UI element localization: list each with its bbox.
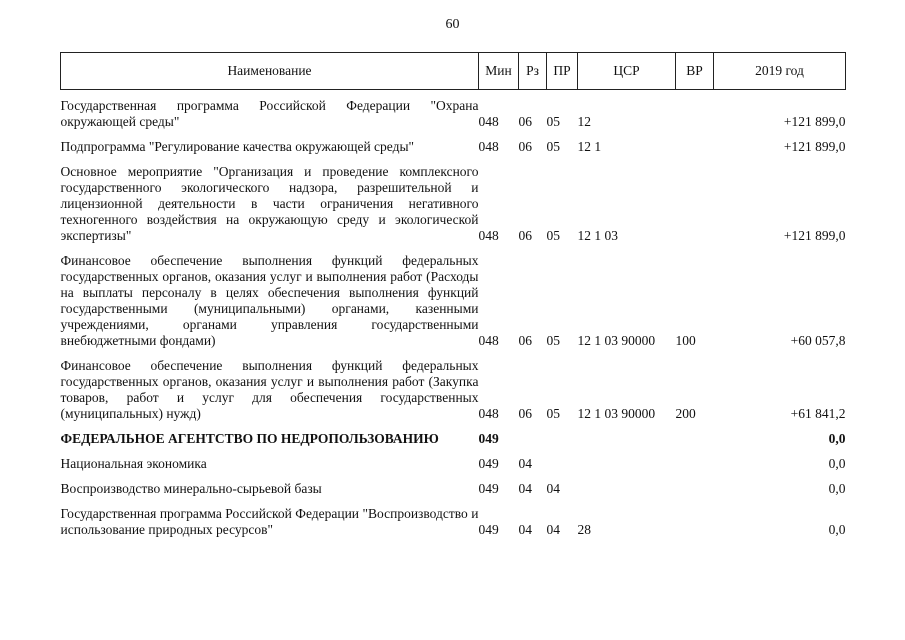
cell-pr: 05 xyxy=(546,228,560,243)
cell-amount: 0,0 xyxy=(828,481,846,496)
cell-name: Воспроизводство минерально-сырьевой базы xyxy=(60,481,322,496)
table-row xyxy=(61,358,846,431)
cell-rz: 04 xyxy=(518,456,532,471)
cell-amount: 0,0 xyxy=(828,431,846,446)
cell-amount: +121 899,0 xyxy=(783,228,846,243)
cell-rz xyxy=(519,431,547,456)
cell-min: 049 xyxy=(478,522,499,537)
cell-amount: 0,0 xyxy=(828,456,846,471)
cell-vr xyxy=(676,506,714,547)
cell-csr: 12 1 03 xyxy=(577,228,618,243)
header-min: Мин xyxy=(479,53,519,90)
cell-name: ФЕДЕРАЛЬНОЕ АГЕНТСТВО ПО НЕДРОПОЛЬЗОВАНИЮ xyxy=(60,431,439,446)
cell-min: 049 xyxy=(478,456,499,471)
cell-min: 048 xyxy=(478,333,499,348)
cell-min: 048 xyxy=(478,228,499,243)
table-row xyxy=(61,139,846,164)
cell-csr: 12 1 03 90000 xyxy=(577,333,656,348)
table-header-row xyxy=(61,53,846,90)
table-row xyxy=(61,506,846,547)
cell-csr xyxy=(578,456,676,481)
header-year: 2019 год xyxy=(714,53,846,90)
cell-pr: 05 xyxy=(546,333,560,348)
cell-amount: +61 841,2 xyxy=(790,406,846,421)
table-row xyxy=(61,431,846,456)
cell-min: 049 xyxy=(478,481,499,496)
table-row xyxy=(61,98,846,139)
header-rz: Рз xyxy=(519,53,547,90)
cell-csr: 28 xyxy=(577,522,591,537)
cell-pr xyxy=(547,431,578,456)
cell-vr xyxy=(676,431,714,456)
cell-pr xyxy=(547,456,578,481)
table-row xyxy=(61,253,846,358)
cell-name: Государственная программа Российской Федерации "Охрана окружающей среды" xyxy=(60,98,479,129)
cell-rz: 06 xyxy=(518,114,532,129)
header-name: Наименование xyxy=(61,53,479,90)
header-csr: ЦСР xyxy=(578,53,676,90)
cell-vr xyxy=(676,481,714,506)
header-pr: ПР xyxy=(547,53,578,90)
cell-csr: 12 xyxy=(577,114,591,129)
cell-vr xyxy=(676,164,714,253)
cell-vr xyxy=(676,98,714,139)
table-row xyxy=(61,456,846,481)
table-row xyxy=(61,481,846,506)
cell-pr: 04 xyxy=(546,522,560,537)
cell-csr: 12 1 03 90000 xyxy=(577,406,656,421)
cell-pr: 05 xyxy=(546,139,560,154)
cell-name: Подпрограмма "Регулирование качества окружающей среды" xyxy=(60,139,415,154)
table-body xyxy=(61,90,846,548)
cell-pr: 05 xyxy=(546,406,560,421)
cell-rz: 06 xyxy=(518,333,532,348)
cell-csr xyxy=(578,481,676,506)
cell-min: 049 xyxy=(478,431,499,446)
cell-name: Основное мероприятие "Организация и проведение комплексного государственного экологического надзора, разрешительной и лицензионной деятельности в части ограничения негативного техногенного воздействия на окружающую среду и экологической экспертизы" xyxy=(60,164,479,243)
cell-rz: 06 xyxy=(518,228,532,243)
cell-amount: +121 899,0 xyxy=(783,139,846,154)
cell-name: Финансовое обеспечение выполнения функций федеральных государственных органов, оказания услуг и выполнения работ (Расходы на выплаты персоналу в целях обеспечения выполнения функций государственными (муниципальными) органами, казенными учреждениями, органами управления государственными внебюджетными фондами) xyxy=(60,253,479,348)
cell-min: 048 xyxy=(478,139,499,154)
cell-vr: 100 xyxy=(675,333,696,348)
table-row xyxy=(61,164,846,253)
cell-amount: +60 057,8 xyxy=(790,333,846,348)
cell-pr: 05 xyxy=(546,114,560,129)
cell-name: Государственная программа Российской Федерации "Воспроизводство и использование природных ресурсов" xyxy=(60,506,479,537)
budget-table xyxy=(60,52,846,547)
page-number: 60 xyxy=(445,17,460,32)
cell-vr: 200 xyxy=(675,406,696,421)
cell-min: 048 xyxy=(478,406,499,421)
cell-rz: 06 xyxy=(518,139,532,154)
cell-vr xyxy=(676,139,714,164)
cell-vr xyxy=(676,456,714,481)
cell-name: Финансовое обеспечение выполнения функций федеральных государственных органов, оказания услуг и выполнения работ (Закупка товаров, работ и услуг для обеспечения государственных (муниципальных) нужд) xyxy=(60,358,479,421)
cell-amount: +121 899,0 xyxy=(783,114,846,129)
cell-csr xyxy=(578,431,676,456)
cell-amount: 0,0 xyxy=(828,522,846,537)
cell-rz: 06 xyxy=(518,406,532,421)
cell-rz: 04 xyxy=(518,522,532,537)
cell-csr: 12 1 xyxy=(577,139,602,154)
cell-pr: 04 xyxy=(546,481,560,496)
header-vr: ВР xyxy=(676,53,714,90)
cell-min: 048 xyxy=(478,114,499,129)
cell-rz: 04 xyxy=(518,481,532,496)
cell-name: Национальная экономика xyxy=(60,456,207,471)
